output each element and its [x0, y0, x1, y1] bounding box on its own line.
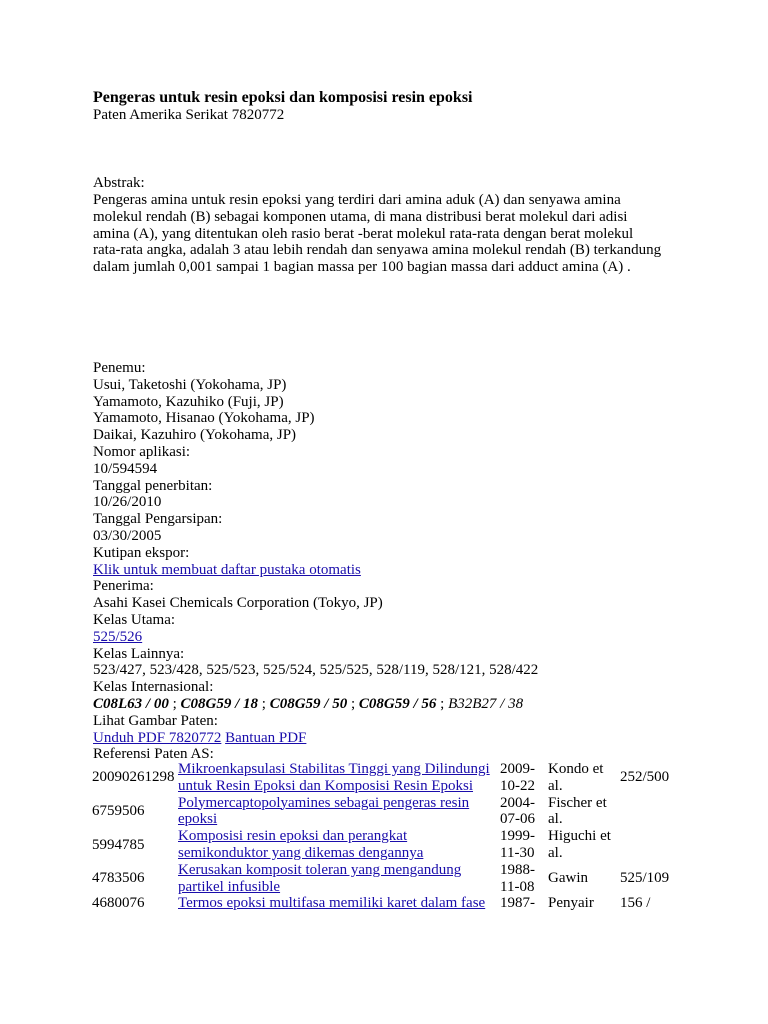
other-class-label: Kelas Lainnya: [93, 645, 185, 662]
ref-title-link[interactable]: Kerusakan komposit toleran yang mengandung partikel infusible [178, 861, 462, 895]
ref-number: 6759506 [92, 802, 145, 819]
class-separator: ; [168, 695, 181, 712]
table-row [91, 895, 681, 912]
ref-inventor: Penyair [548, 895, 594, 912]
intl-class-code: C08G59 / 56 [358, 695, 437, 712]
pub-date-label: Tanggal penerbitan: [93, 477, 213, 494]
ref-date: 1987- [500, 895, 535, 912]
other-class-value: 523/427, 523/428, 525/523, 525/524, 525/525, 528/119, 528/121, 528/422 [93, 662, 539, 679]
ref-inventor: Kondo et al. [548, 761, 604, 794]
inventor-item: Daikai, Kazuhiro (Yokohama, JP) [93, 427, 297, 444]
inventors-label: Penemu: [93, 360, 146, 376]
page-title: Pengeras untuk resin epoksi dan komposisi resin epoksi [93, 89, 473, 106]
export-label: Kutipan ekspor: [93, 544, 190, 561]
ref-date: 1999-11-30 [500, 828, 535, 861]
ref-date: 1988-11-08 [500, 861, 535, 895]
ref-date: 2009-10-22 [500, 761, 535, 794]
ref-number: 4783506 [92, 870, 145, 887]
filing-date-label: Tanggal Pengarsipan: [93, 511, 223, 528]
assignee-label: Penerima: [93, 578, 154, 595]
intl-class-label: Kelas Internasional: [93, 679, 214, 696]
references-table [91, 761, 681, 912]
ref-date: 2004-07-06 [500, 794, 535, 828]
main-class-link[interactable]: 525/526 [93, 628, 143, 645]
inventor-item: Yamamoto, Hisanao (Yokohama, JP) [93, 410, 315, 427]
ref-number: 4680076 [92, 895, 145, 912]
table-row [91, 828, 681, 862]
main-class-label: Kelas Utama: [93, 611, 176, 628]
refs-label: Referensi Paten AS: [93, 746, 214, 763]
pub-date-value: 10/26/2010 [93, 494, 162, 511]
ref-title-link[interactable]: Mikroenkapsulasi Stabilitas Tinggi yang Dilindungi untuk Resin Epoksi dan Komposisi Resin Epoksi [178, 761, 490, 794]
ref-inventor: Gawin [548, 870, 588, 887]
ref-number: 20090261298 [92, 769, 175, 786]
ref-class: 525/109 [620, 870, 670, 887]
table-row [91, 862, 681, 896]
table-row [91, 761, 681, 795]
images-label: Lihat Gambar Paten: [93, 712, 218, 729]
inventors-section [93, 360, 538, 763]
inventor-item: Yamamoto, Kazuhiko (Fuji, JP) [93, 393, 284, 410]
ref-title-link[interactable]: Termos epoksi multifasa memiliki karet dalam fase [178, 895, 486, 912]
inventor-item: Usui, Taketoshi (Yokohama, JP) [93, 376, 287, 393]
intl-class-value [93, 696, 538, 713]
ref-title-link[interactable]: Polymercaptopolyamines sebagai pengeras resin epoksi [178, 794, 470, 828]
app-no-label: Nomor aplikasi: [93, 443, 191, 460]
app-no-value: 10/594594 [93, 460, 158, 477]
ref-class: 156 / [620, 895, 651, 912]
intl-class-code: C08G59 / 18 [180, 695, 259, 712]
patent-number: Paten Amerika Serikat 7820772 [93, 107, 285, 123]
ref-title-link[interactable]: Komposisi resin epoksi dan perangkat semikonduktor yang dikemas dengannya [178, 828, 424, 861]
table-row [91, 795, 681, 829]
ref-inventor: Fischer et al. [548, 794, 607, 828]
ref-class [619, 795, 681, 829]
export-citation-link[interactable]: Klik untuk membuat daftar pustaka otomatis [93, 561, 361, 578]
pdf-help-link[interactable]: Bantuan PDF [225, 729, 307, 746]
ref-class: 252/500 [620, 769, 670, 786]
class-separator: ; [258, 695, 270, 712]
ref-inventor: Higuchi et al. [548, 828, 611, 861]
filing-date-value: 03/30/2005 [93, 527, 162, 544]
class-separator: ; [347, 695, 359, 712]
abstract-text: Pengeras amina untuk resin epoksi yang terdiri dari amina aduk (A) dan senyawa amina molekul rendah (B) sebagai komponen utama, di mana distribusi berat molekul dari adisi amina (A), yang ditentukan oleh rasio berat -berat molekul rata-rata dengan berat molekul rata-rata angka, adalah 3 atau lebih rendah dan senyawa amina molekul rendah (B) terkandung dalam jumlah 0,001 sampai 1 bagian massa per 100 bagian massa dari adduct amina (A) . [93, 192, 662, 276]
download-pdf-link[interactable]: Unduh PDF 7820772 [93, 729, 222, 746]
class-separator: ; [436, 695, 449, 712]
ref-class [619, 828, 681, 862]
abstract-label: Abstrak: [93, 175, 145, 191]
intl-class-code: B32B27 / 38 [448, 695, 524, 712]
intl-class-code: C08L63 / 00 [93, 695, 169, 712]
ref-number: 5994785 [92, 836, 145, 853]
assignee-value: Asahi Kasei Chemicals Corporation (Tokyo, JP) [93, 595, 383, 612]
intl-class-code: C08G59 / 50 [269, 695, 348, 712]
